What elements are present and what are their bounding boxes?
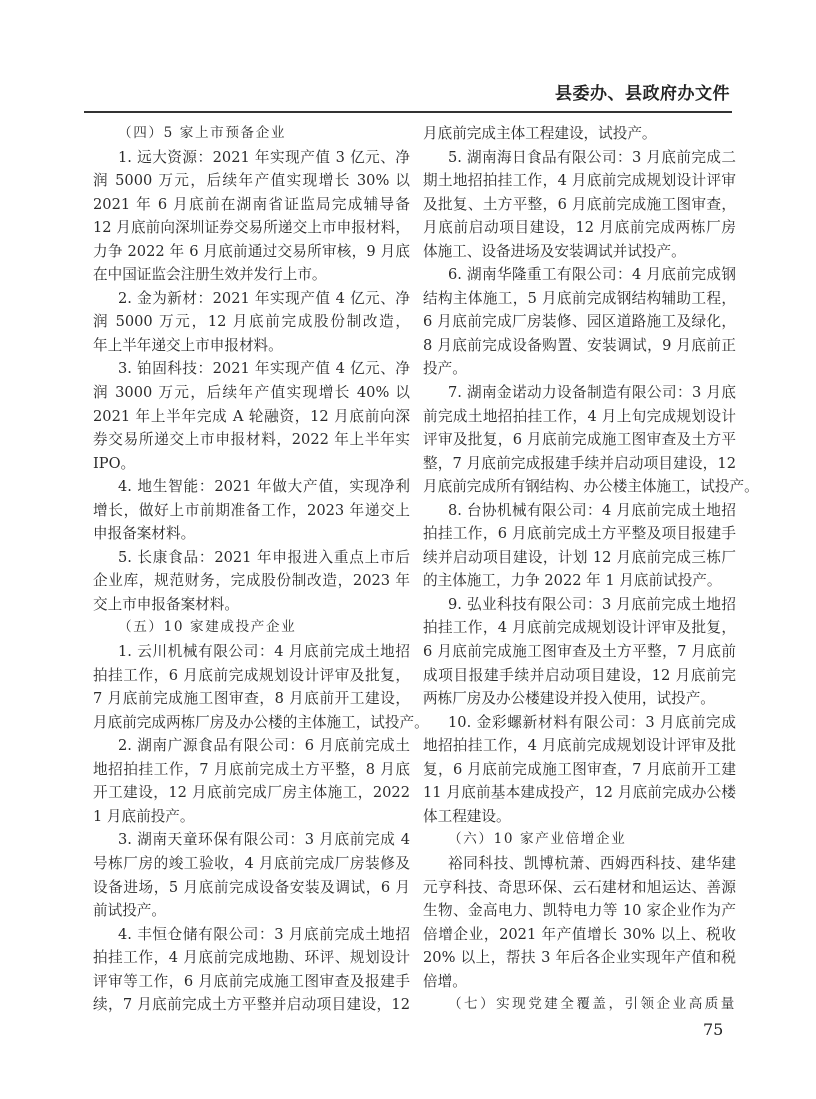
text-line: 交上市申报备案材料。 [93, 595, 239, 613]
text-line: 8. 台协机械有限公司：4 月底前完成土地招 [448, 501, 736, 519]
paragraph [93, 546, 410, 617]
text-line: 6 月底前完成厂房装修、园区道路施工及绿化， [423, 313, 736, 331]
paragraph [423, 711, 736, 829]
paragraph [423, 122, 736, 146]
text-line: 12 月底前向深圳证券交易所递交上市申报材料， [93, 219, 410, 237]
paragraph [93, 287, 410, 358]
text-line: 润 5000 万元，后续年产值实现增长 30% 以 [93, 172, 410, 190]
section-heading [423, 993, 736, 1017]
text-line: 力争 2022 年 6 月底前通过交易所审核，9 月底 [93, 242, 410, 260]
paragraph [423, 381, 759, 499]
paragraph [423, 146, 736, 264]
paragraph [423, 593, 736, 711]
text-line: 设备进场，5 月底前完成设备安装及调试，6 月 [93, 878, 410, 896]
text-line: 券交易所递交上市申报材料，2022 年上半年实 [93, 431, 410, 449]
text-line: 期土地招拍挂工作，4 月底前完成规划设计评审 [423, 172, 736, 190]
paragraph [93, 357, 410, 475]
text-line: 1. 远大资源：2021 年实现产值 3 亿元、净 [118, 148, 410, 166]
text-line: 3. 铂固科技：2021 年实现产值 4 亿元、净 [118, 360, 410, 378]
text-line: 开工建设，12 月底前完成厂房主体施工，2022 [93, 784, 410, 802]
paragraph [93, 828, 410, 922]
text-line: 20% 以上，帮扶 3 年后各企业实现年产值和税 [423, 949, 736, 967]
text-line: 拍挂工作，6 月底前完成土方平整及项目报建手 [423, 525, 736, 543]
paragraph [423, 852, 736, 993]
text-line: 号栋厂房的竣工验收，4 月底前完成厂房装修及 [93, 854, 410, 872]
text-line: 2021 年 6 月底前在湖南省证监局完成辅导备 [93, 195, 410, 213]
text-line: 10. 金彩螺新材料有限公司：3 月底前完成 [448, 713, 736, 731]
text-line: 倍增企业，2021 年产值增长 30% 以上、税收 [423, 925, 736, 943]
text-line: 拍挂工作，4 月底前完成地勘、环评、规划设计 [93, 949, 410, 967]
text-line: 倍增。 [423, 972, 467, 990]
text-line: 3. 湖南天童环保有限公司：3 月底前完成 4 [118, 831, 410, 849]
text-line: 8 月底前完成设备购置、安装调试，9 月底前正 [423, 336, 736, 354]
text-line: 续并启动项目建设，计划 12 月底前完成三栋厂 [423, 548, 736, 566]
section-heading [423, 828, 736, 852]
text-line: 4. 地生智能：2021 年做大产值，实现净利 [118, 478, 410, 496]
header-divider [84, 111, 732, 113]
text-line: 企业库，规范财务，完成股份制改造，2023 年 [93, 572, 410, 590]
text-line: 前试投产。 [93, 902, 166, 920]
text-line: 11 月底前基本建成投产，12 月底前完成办公楼 [423, 784, 736, 802]
paragraph [423, 499, 736, 593]
paragraph [93, 475, 410, 546]
text-line: 2. 湖南广源食品有限公司：6 月底前完成土 [118, 737, 410, 755]
heading-text: （四）5 家上市预备企业 [118, 125, 287, 141]
text-line: 地招拍挂工作，7 月底前完成土方平整，8 月底 [93, 760, 410, 778]
paragraph [93, 146, 410, 287]
text-line: 成项目报建手续并启动项目建设，12 月底前完 [423, 666, 736, 684]
text-line: 评审及批复，6 月底前完成施工图审查及土方平 [423, 431, 736, 449]
text-line: 2021 年上半年完成 A 轮融资，12 月底前向深 [93, 407, 410, 425]
right-column [423, 122, 759, 1017]
paragraph [423, 263, 736, 381]
text-line: 拍挂工作，6 月底前完成规划设计评审及批复， [93, 666, 410, 684]
text-line: 月底前完成两栋厂房及办公楼的主体施工，试投产。 [93, 713, 429, 731]
text-line: 整，7 月底前完成报建手续并启动项目建设，12 [423, 454, 736, 472]
text-line: 体施工、设备进场及安装调试并试投产。 [423, 242, 686, 260]
text-line: 2. 金为新材：2021 年实现产值 4 亿元、净 [118, 289, 410, 307]
text-line: 在中国证监会注册生效并发行上市。 [93, 266, 327, 284]
text-line: 9. 弘业科技有限公司：3 月底前完成土地招 [448, 595, 736, 613]
text-line: 元亨科技、奇思环保、云石建材和旭运达、善源 [423, 878, 736, 896]
text-line: 5. 长康食品：2021 年申报进入重点上市后 [118, 548, 410, 566]
text-line: 1 月底前投产。 [93, 807, 195, 825]
text-line: 月底前启动项目建设，12 月底前完成两栋厂房 [423, 219, 736, 237]
left-column [93, 122, 429, 1017]
text-line: 评审等工作，6 月底前完成施工图审查及报建手 [93, 972, 410, 990]
text-line: 5. 湖南海日食品有限公司：3 月底前完成二 [448, 148, 736, 166]
text-line: IPO。 [93, 454, 136, 472]
text-line: 投产。 [423, 360, 467, 378]
page-number: 75 [703, 1020, 724, 1039]
text-line: 润 3000 万元，后续年产值实现增长 40% 以 [93, 384, 410, 402]
text-line: 4. 丰恒仓储有限公司：3 月底前完成土地招 [118, 925, 410, 943]
text-line: 续，7 月底前完成土方平整并启动项目建设，12 [93, 996, 410, 1014]
section-heading [93, 616, 410, 640]
paragraph [93, 734, 410, 828]
text-line: 复，6 月底前完成施工图审查，7 月底前开工建 [423, 760, 736, 778]
text-line: 两栋厂房及办公楼建设并投入使用，试投产。 [423, 690, 715, 708]
text-line: 年上半年递交上市申报材料。 [93, 336, 283, 354]
heading-text: （五）10 家建成投产企业 [118, 619, 297, 636]
text-line: 7. 湖南金诺动力设备制造有限公司：3 月底 [448, 384, 736, 402]
heading-text: （六）10 家产业倍增企业 [448, 831, 627, 848]
paragraph [93, 923, 410, 1017]
running-header-title: 县委办、县政府办文件 [555, 84, 730, 104]
paragraph [93, 640, 429, 734]
text-line: 生物、金高电力、凯特电力等 10 家企业作为产 [423, 902, 736, 920]
text-line: 月底前完成主体工程建设，试投产。 [423, 125, 657, 142]
text-line: 1. 云川机械有限公司：4 月底前完成土地招 [118, 643, 410, 661]
text-line: 及批复、土方平整，6 月底前完成施工图审查， [423, 195, 736, 213]
text-line: 6. 湖南华隆重工有限公司：4 月底前完成钢 [448, 266, 736, 284]
text-line: 增长，做好上市前期准备工作，2023 年递交上 [93, 501, 410, 519]
text-line: 润 5000 万元，12 月底前完成股份制改造， [93, 313, 410, 331]
text-line: 地招拍挂工作，4 月底前完成规划设计评审及批 [423, 737, 736, 755]
text-line: 申报备案材料。 [93, 525, 196, 543]
text-line: 结构主体施工，5 月底前完成钢结构辅助工程， [423, 289, 736, 307]
text-line: 前完成土地招拍挂工作，4 月上旬完成规划设计 [423, 407, 736, 425]
text-line: 的主体施工，力争 2022 年 1 月底前试投产。 [423, 572, 722, 590]
text-line: 6 月底前完成施工图审查及土方平整，7 月底前 [423, 643, 736, 661]
text-line: 拍挂工作，4 月底前完成规划设计评审及批复， [423, 619, 736, 637]
text-line: 月底前完成所有钢结构、办公楼主体施工，试投产。 [423, 478, 759, 496]
text-line: 体工程建设。 [423, 807, 511, 825]
text-line: 裕同科技、凯博杭萧、西姆西科技、建华建 [448, 854, 736, 872]
text-line: 7 月底前完成施工图审查，8 月底前开工建设， [93, 690, 410, 708]
heading-text: （七）实现党建全覆盖，引领企业高质量 [448, 996, 736, 1013]
section-heading [93, 122, 410, 146]
